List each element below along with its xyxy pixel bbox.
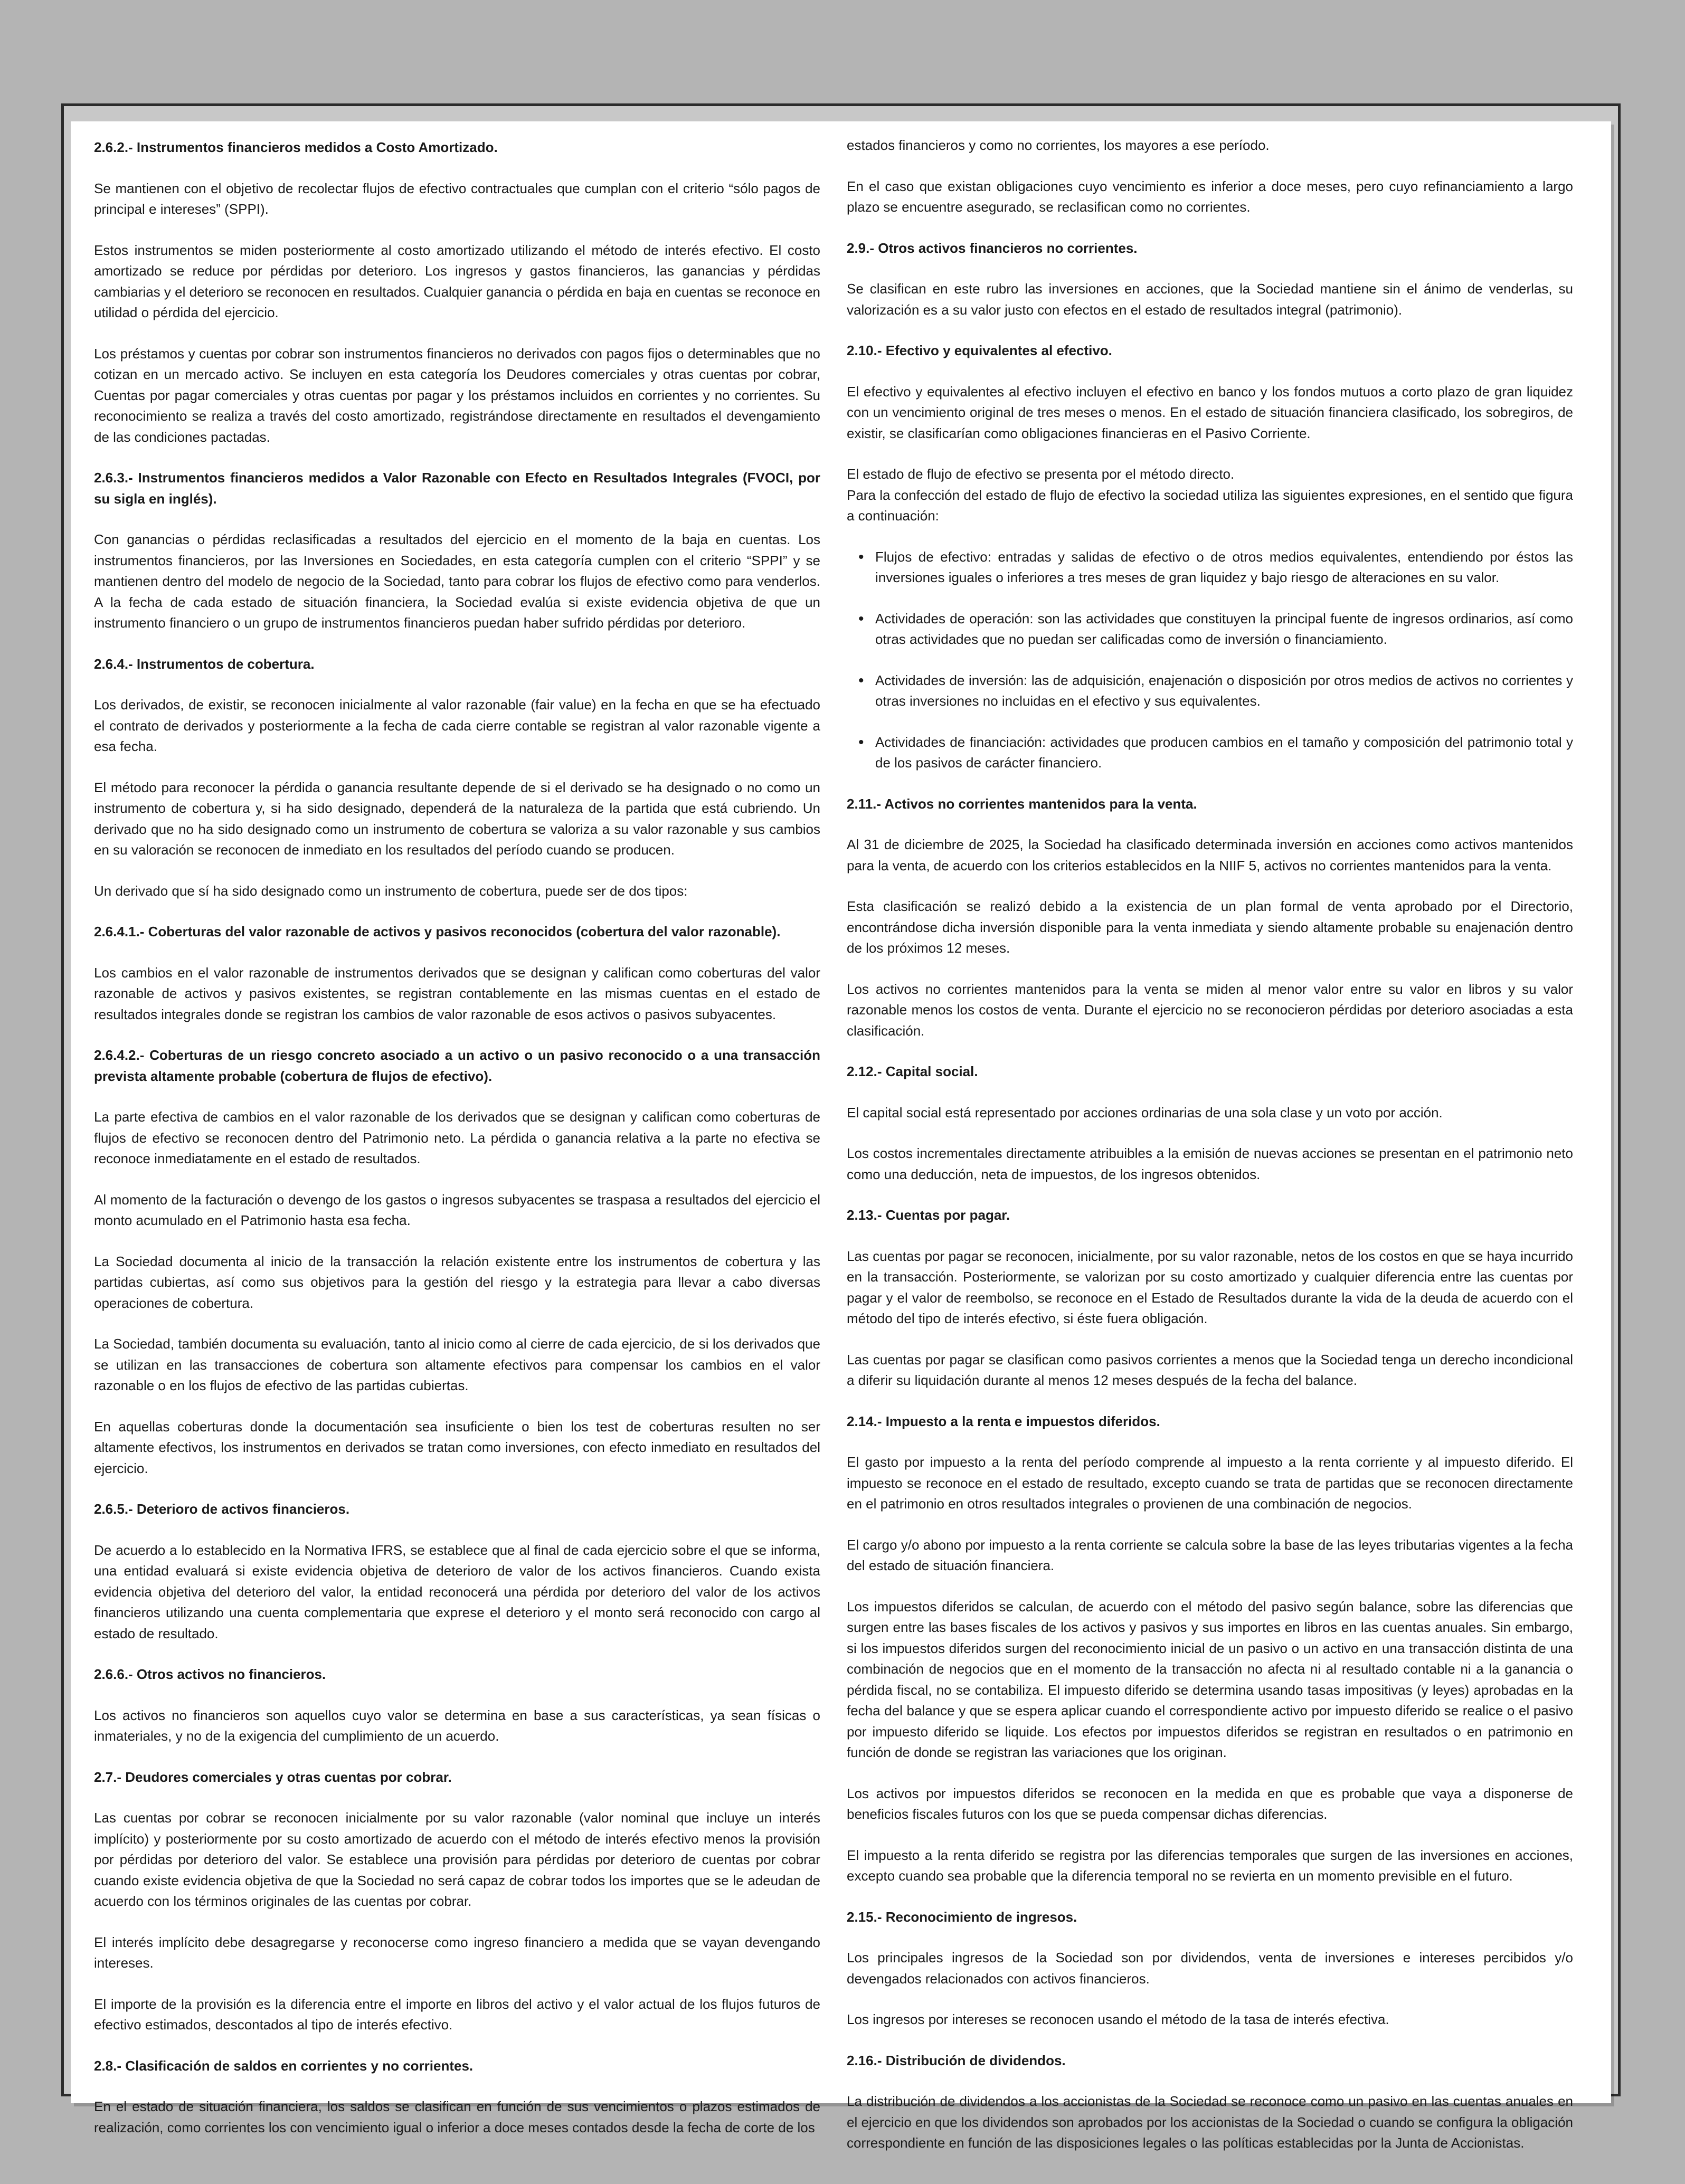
- paragraph: Las cuentas por cobrar se reconocen inicialmente por su valor razonable (valor nominal que incluye un interés implícito) y posteriormente por su costo amortizado de acuerdo con el método de interés efectivo menos la provisión por pérdidas por deterioro del valor. Se establece una provisión para pérdidas por deterioro de cuentas por cobrar cuando existe evidencia objetiva de que la Sociedad no será capaz de cobrar todos los importes que se le adeudan de acuerdo con los términos originales de las cuentas por cobrar.: [94, 1810, 820, 1909]
- paragraph: En aquellas coberturas donde la documentación sea insuficiente o bien los test de coberturas resulten no ser altamente efectivos, los instrumentos en derivados se tratan como inversiones, con efecto inmediato en resultados del ejercicio.: [94, 1418, 820, 1476]
- paragraph: Se mantienen con el objetivo de recolectar flujos de efectivo contractuales que cumplan con el criterio “sólo pagos de principal e intereses” (SPPI).: [94, 180, 820, 217]
- section-heading: 2.7.- Deudores comerciales y otras cuentas por cobrar.: [94, 1769, 452, 1785]
- paragraph: Los activos no financieros son aquellos cuyo valor se determina en base a sus características, ya sean físicas o inmateriales, y no de la exigencia del cumplimiento de un acuerdo.: [94, 1707, 820, 1744]
- list-item: • Actividades de operación: son las actividades que constituyen la principal fuente de ingresos ordinarios, así como otras actividades que no puedan ser calificadas como de inversión o financiamiento.: [875, 609, 1573, 650]
- right-column: [847, 135, 1573, 2174]
- section-heading: 2.16.- Distribución de dividendos.: [847, 2052, 1066, 2068]
- list-item: • Flujos de efectivo: entradas y salidas de efectivo o de otros medios equivalentes, entendiendo por éstos las inversiones iguales o inferiores a tres meses de gran liquidez y bajo riesgo de alteraciones en su valor.: [875, 547, 1573, 588]
- paragraph: El gasto por impuesto a la renta del período comprende al impuesto a la renta corriente y al impuesto diferido. El impuesto se reconoce en el estado de resultado, excepto cuando se trata de partidas que se reconocen directamente en el patrimonio en otros resultados integrales o provienen de una combinación de negocios.: [847, 1454, 1573, 1512]
- section-heading: 2.6.2.- Instrumentos financieros medidos a Costo Amortizado.: [94, 139, 498, 155]
- paragraph: La parte efectiva de cambios en el valor razonable de los derivados que se designan y califican como coberturas de flujos de efectivo se reconocen dentro del Patrimonio neto. La pérdida o ganancia relativa a la parte no efectiva se reconoce inmediatamente en el estado de resultados.: [94, 1109, 820, 1166]
- section-heading: 2.14.- Impuesto a la renta e impuestos diferidos.: [847, 1413, 1160, 1429]
- document-page: [71, 121, 1611, 2151]
- section-heading: 2.6.3.- Instrumentos financieros medidos a Valor Razonable con Efecto en Resultados Integrales (FVOCI, por su sigla en inglés).: [94, 470, 820, 507]
- paragraph: En el estado de situación financiera, los saldos se clasifican en función de sus vencimientos o plazos estimados de realización, como corrientes los con vencimiento igual o inferior a doce meses contados desde la fecha de corte de los: [94, 2098, 820, 2135]
- paragraph: Las cuentas por pagar se reconocen, inicialmente, por su valor razonable, netos de los costos en que se haya incurrido en la transacción. Posteriormente, se valorizan por su costo amortizado y cualquier diferencia entre las cuentas por pagar y el valor de reembolso, se reconoce en el Estado de Resultados durante la vida de la deuda de acuerdo con el método del tipo de interés efectivo, si éste fuera obligación.: [847, 1248, 1573, 1326]
- paragraph: Los costos incrementales directamente atribuibles a la emisión de nuevas acciones se presentan en el patrimonio neto como una deducción, neta de impuestos, de los ingresos obtenidos.: [847, 1145, 1573, 1182]
- paragraph: Los activos por impuestos diferidos se reconocen en la medida en que es probable que vaya a disponerse de beneficios fiscales futuros con los que se pueda compensar dichas diferencias.: [847, 1785, 1573, 1822]
- paragraph: Al 31 de diciembre de 2025, la Sociedad ha clasificado determinada inversión en acciones como activos mantenidos para la venta, de acuerdo con los criterios establecidos en la NIIF 5, activos no corrientes mantenidos para la venta.: [847, 837, 1573, 873]
- paragraph: La distribución de dividendos a los accionistas de la Sociedad se reconoce como un pasivo en las cuentas anuales en el ejercicio en que los dividendos son aprobados por los accionistas de la Sociedad o cuando se configura la obligación correspondiente en función de las disposiciones legales o las políticas establecidas por la Junta de Accionistas.: [847, 2093, 1574, 2151]
- paragraph: Los préstamos y cuentas por cobrar son instrumentos financieros no derivados con pagos fijos o determinables que no cotizan en un mercado activo. Se incluyen en esta categoría los Deudores comerciales y otras cuentas por cobrar, Cuentas por pagar comerciales y otras cuentas por pagar y los préstamos incluidos en corrientes y no corrientes. Su reconocimiento se realiza a través del costo amortizado, registrándose directamente en resultados el devengamiento de las condiciones pactadas.: [94, 345, 820, 445]
- paragraph: Los derivados, de existir, se reconocen inicialmente al valor razonable (fair value) en la fecha en que se ha efectuado el contrato de derivados y posteriormente a la fecha de cada cierre contable se registran al valor razonable vigente a esa fecha.: [94, 697, 820, 754]
- paragraph: El efectivo y equivalentes al efectivo incluyen el efectivo en banco y los fondos mutuos a corto plazo de gran liquidez con un vencimiento original de tres meses o menos. En el estado de situación financiera clasificado, los sobregiros, de existir, se clasificarían como obligaciones financieras en el Pasivo Corriente.: [847, 383, 1573, 441]
- section-heading: 2.6.4.- Instrumentos de cobertura.: [94, 656, 315, 672]
- paragraph: Con ganancias o pérdidas reclasificadas a resultados del ejercicio en el momento de la baja en cuentas. Los instrumentos financieros, por las Inversiones en Sociedades, en esta categoría cumplen con el criterio “SPPI” y se mantienen dentro del modelo de negocio de la Sociedad, tanto para cobrar los flujos de efectivo como para venderlos. A la fecha de cada estado de situación financiera, la Sociedad evalúa si existe evidencia objetiva de que un instrumento financiero o un grupo de instrumentos financieros puedan haber sufrido pérdidas por deterioro.: [94, 531, 820, 631]
- bullet-list: [847, 547, 1573, 774]
- section-heading: 2.6.4.1.- Coberturas del valor razonable de activos y pasivos reconocidos (cobertura del valor razonable).: [94, 924, 781, 939]
- paragraph: Se clasifican en este rubro las inversiones en acciones, que la Sociedad mantiene sin el ánimo de venderlas, su valorización es a su valor justo con efectos en el estado de resultados integral (patrimonio).: [847, 281, 1573, 318]
- section-heading: 2.12.- Capital social.: [847, 1063, 978, 1079]
- paragraph: Las cuentas por pagar se clasifican como pasivos corrientes a menos que la Sociedad tenga un derecho incondicional a diferir su liquidación durante al menos 12 meses después de la fecha del balance.: [847, 1351, 1573, 1388]
- section-heading: 2.8.- Clasificación de saldos en corrientes y no corrientes.: [94, 2057, 474, 2074]
- paragraph: El interés implícito debe desagregarse y reconocerse como ingreso financiero a medida que se vayan devengando intereses.: [94, 1934, 820, 1971]
- list-item: • Actividades de inversión: las de adquisición, enajenación o disposición por otros medios de activos no corrientes y otras inversiones no incluidas en el efectivo y sus equivalentes.: [875, 670, 1573, 712]
- paragraph: Para la confección del estado de flujo de efectivo la sociedad utiliza las siguientes expresiones, en el sentido que figura a continuación:: [847, 487, 1573, 524]
- paragraph: El estado de flujo de efectivo se presenta por el método directo.: [847, 466, 1235, 482]
- section-heading: 2.9.- Otros activos financieros no corrientes.: [847, 240, 1138, 256]
- paragraph: Al momento de la facturación o devengo de los gastos o ingresos subyacentes se traspasa a resultados del ejercicio el monto acumulado en el Patrimonio hasta esa fecha.: [94, 1191, 820, 1228]
- paragraph: El importe de la provisión es la diferencia entre el importe en libros del activo y el valor actual de los flujos futuros de efectivo estimados, descontados al tipo de interés efectivo.: [94, 1996, 820, 2033]
- paragraph: En el caso que existan obligaciones cuyo vencimiento es inferior a doce meses, pero cuyo refinanciamiento a largo plazo se encuentre asegurado, se reclasifican como no corrientes.: [847, 178, 1573, 215]
- section-heading: 2.6.5.- Deterioro de activos financieros.: [94, 1501, 350, 1517]
- paragraph: El impuesto a la renta diferido se registra por las diferencias temporales que surgen de las inversiones en acciones, excepto cuando sea probable que la diferencia temporal no se revierta en un momento previsible en el futuro.: [847, 1847, 1573, 1884]
- section-heading: 2.15.- Reconocimiento de ingresos.: [847, 1908, 1077, 1925]
- paragraph: Los principales ingresos de la Sociedad son por dividendos, venta de inversiones e intereses percibidos y/o devengados relacionados con activos financieros.: [847, 1950, 1573, 1987]
- paragraph: El capital social está representado por acciones ordinarias de una sola clase y un voto por acción.: [847, 1104, 1443, 1121]
- paragraph: Los ingresos por intereses se reconocen usando el método de la tasa de interés efectiva.: [847, 2011, 1389, 2027]
- paragraph: El método para reconocer la pérdida o ganancia resultante depende de si el derivado se ha designado o no como un instrumento de cobertura y, si ha sido designado, dependerá de la naturaleza de la partida que está cubriendo. Un derivado que no ha sido designado como un instrumento de cobertura se valoriza a su valor razonable y sus cambios en su valoración se reconocen de inmediato en los resultados del período cuando se producen.: [94, 779, 820, 858]
- paragraph: Los activos no corrientes mantenidos para la venta se miden al menor valor entre su valor en libros y su valor razonable menos los costos de venta. Durante el ejercicio no se reconocieron pérdidas por deterioro asociadas a esta clasificación.: [847, 981, 1573, 1039]
- section-heading: 2.10.- Efectivo y equivalentes al efectivo.: [847, 343, 1112, 358]
- paragraph: La Sociedad, también documenta su evaluación, tanto al inicio como al cierre de cada ejercicio, de si los derivados que se utilizan en las transacciones de cobertura son altamente efectivos para compensar los cambios en el valor razonable o en los flujos de efectivo de las partidas cubiertas.: [94, 1336, 820, 1393]
- list-item: • Actividades de financiación: actividades que producen cambios en el tamaño y composición del patrimonio total y de los pasivos de carácter financiero.: [875, 732, 1573, 774]
- paragraph: El cargo y/o abono por impuesto a la renta corriente se calcula sobre la base de las leyes tributarias vigentes a la fecha del estado de situación financiera.: [847, 1536, 1573, 1573]
- paragraph: estados financieros y como no corrientes, los mayores a ese período.: [847, 137, 1270, 153]
- paragraph: Estos instrumentos se miden posteriormente al costo amortizado utilizando el método de interés efectivo. El costo amortizado se reduce por pérdidas por deterioro. Los ingresos y gastos financieros, las ganancias y pérdidas cambiarias y el deterioro se reconocen en resultados. Cualquier ganancia o pérdida en baja en cuentas se reconoce en utilidad o pérdida del ejercicio.: [94, 242, 820, 320]
- paragraph: Esta clasificación se realizó debido a la existencia de un plan formal de venta aprobado por el Directorio, encontrándose dicha inversión disponible para la venta inmediata y siendo altamente probable su enajenación dentro de los próximos 12 meses.: [847, 898, 1573, 956]
- paragraph: Los impuestos diferidos se calculan, de acuerdo con el método del pasivo según balance, sobre las diferencias que surgen entre las bases fiscales de los activos y pasivos y sus importes en libros en las cuentas anuales. Sin embargo, si los impuestos diferidos surgen del reconocimiento inicial de un pasivo o un activo en una transacción distinta de una combinación de negocios que en el momento de la transacción no afecta ni al resultado contable ni a la ganancia o pérdida fiscal, no se contabiliza. El impuesto diferido se determina usando tasas impositivas (y leyes) aprobadas en la fecha del balance y que se espera aplicar cuando el correspondiente activo por impuesto diferido se realice o el pasivo por impuesto diferido se liquide. Los efectos por impuestos diferidos se registran en resultados o en patrimonio en función de donde se registran las variaciones que los originan.: [847, 1598, 1573, 1760]
- section-heading: 2.11.- Activos no corrientes mantenidos para la venta.: [847, 795, 1197, 812]
- paragraph: Un derivado que sí ha sido designado como un instrumento de cobertura, puede ser de dos tipos:: [94, 882, 688, 899]
- section-heading: 2.6.6.- Otros activos no financieros.: [94, 1666, 326, 1682]
- left-column: [94, 137, 820, 2158]
- section-heading: 2.6.4.2.- Coberturas de un riesgo concreto asociado a un activo o un pasivo reconocido o a una transacción prevista altamente probable (cobertura de flujos de efectivo).: [94, 1047, 820, 1084]
- paragraph: De acuerdo a lo establecido en la Normativa IFRS, se establece que al final de cada ejercicio sobre el que se informa, una entidad evaluará si existe evidencia objetiva de deterioro de valor de los activos financieros. Cuando exista evidencia objetiva del deterioro del valor, la entidad reconocerá una pérdida por deterioro del valor de los activos financieros utilizando una cuenta complementaria que exprese el deterioro y el monto será reconocido con cargo al estado de resultado.: [94, 1542, 820, 1641]
- section-heading: 2.13.- Cuentas por pagar.: [847, 1207, 1010, 1223]
- paragraph: La Sociedad documenta al inicio de la transacción la relación existente entre los instrumentos de cobertura y las partidas cubiertas, así como sus objetivos para la gestión del riesgo y la estrategia para llevar a cabo diversas operaciones de cobertura.: [94, 1253, 820, 1311]
- paragraph: Los cambios en el valor razonable de instrumentos derivados que se designan y califican como coberturas del valor razonable de activos y pasivos existentes, se registran contablemente en las mismas cuentas en el estado de resultados integrales donde se registran los cambios de valor razonable de esos activos o pasivos subyacentes.: [94, 964, 820, 1022]
